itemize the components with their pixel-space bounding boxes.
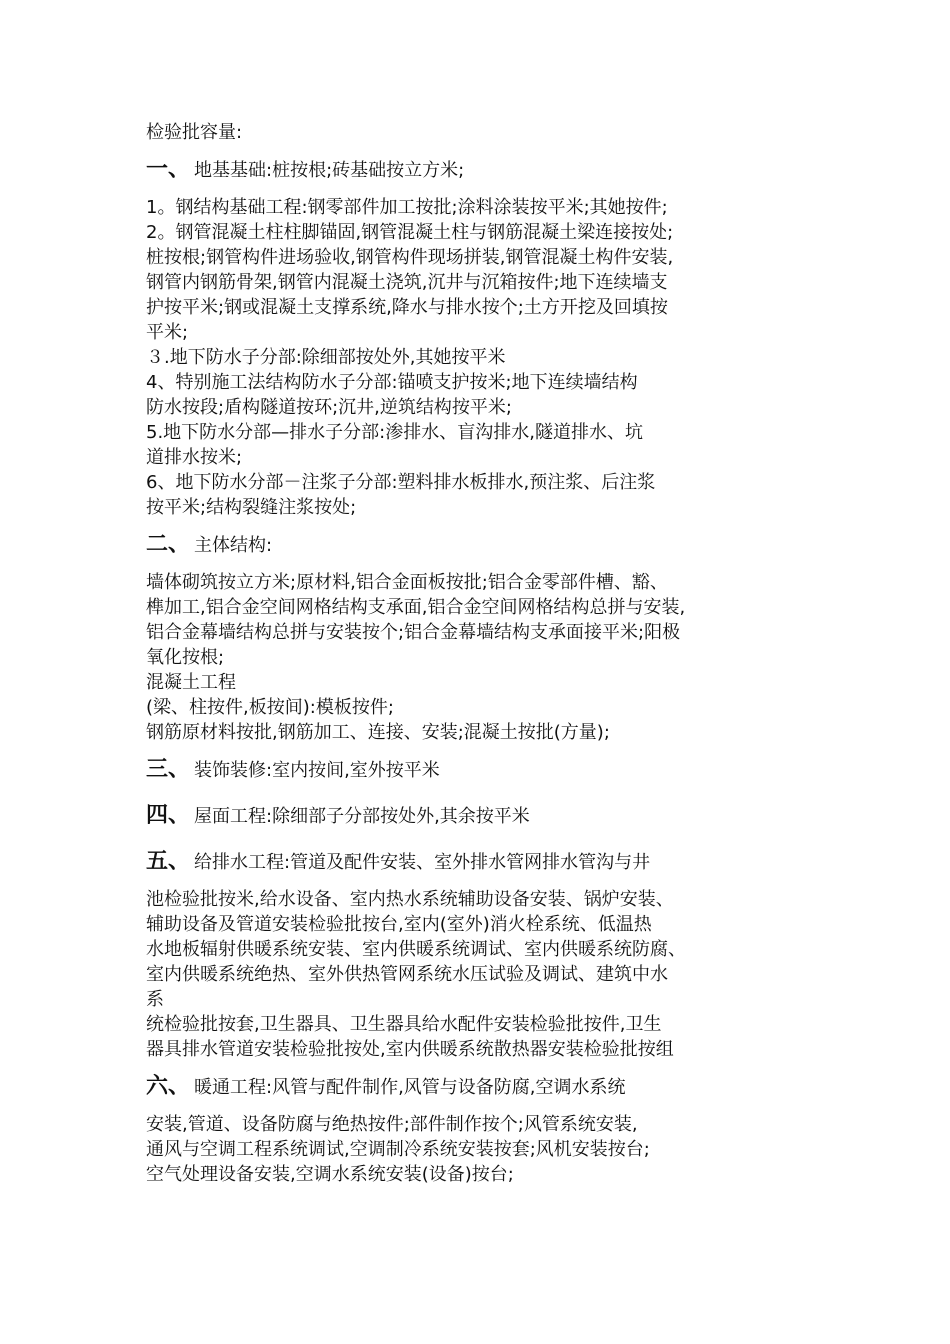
section-4-heading: [146, 803, 826, 829]
paragraph-line: 通风与空调工程系统调试,空调制冷系统安装按套;风机安装按台;: [146, 1139, 650, 1160]
paragraph-line: 桩按根;钢管构件进场验收,钢管构件现场拼装,钢管混凝土构件安装,: [146, 247, 674, 268]
paragraph-line: 钢筋原材料按批,钢筋加工、连接、安装;混凝土按批(方量);: [146, 722, 610, 743]
section-1-body: [146, 195, 826, 520]
paragraph-line: 铝合金幕墙结构总拼与安装按个;铝合金幕墙结构支承面接平米;阳极: [146, 622, 681, 643]
section-3-heading: [146, 757, 826, 783]
paragraph-line: 护按平米;钢或混凝土支撑系统,降水与排水按个;土方开挖及回填按: [146, 297, 668, 318]
section-6-number: 六、: [146, 1074, 191, 1099]
section-5-number: 五、: [146, 849, 191, 874]
section-3-title: 装饰装修:室内按间,室外按平米: [194, 760, 440, 781]
section-2-number: 二、: [146, 532, 191, 557]
section-5-heading: [146, 849, 826, 875]
section-6-heading: [146, 1074, 826, 1100]
section-3-number: 三、: [146, 757, 191, 782]
paragraph-line: (梁、柱按件,板按间):模板按件;: [146, 697, 394, 718]
section-2-title: 主体结构:: [194, 535, 273, 556]
section-6-body: [146, 1112, 826, 1187]
section-4-title: 屋面工程:除细部子分部按处外,其余按平米: [194, 806, 530, 827]
paragraph-line: 统检验批按套,卫生器具、卫生器具给水配件安装检验批按件,卫生: [146, 1014, 662, 1035]
paragraph-line: ３.地下防水子分部:除细部按处外,其她按平米: [146, 347, 506, 368]
paragraph-line: 6、地下防水分部－注浆子分部:塑料排水板排水,预注浆、后注浆: [146, 472, 656, 493]
paragraph-line: 4、特别施工法结构防水子分部:锚喷支护按米;地下连续墙结构: [146, 372, 638, 393]
paragraph-line: 辅助设备及管道安装检验批按台,室内(室外)消火栓系统、低温热: [146, 914, 652, 935]
section-5-body: [146, 887, 826, 1062]
section-5-title: 给排水工程:管道及配件安装、室外排水管网排水管沟与井: [194, 852, 651, 873]
paragraph-line: 器具排水管道安装检验批按处,室内供暖系统散热器安装检验批按组: [146, 1039, 674, 1060]
section-1-number: 一、: [146, 157, 191, 182]
section-1-title: 地基基础:桩按根;砖基础按立方米;: [194, 160, 465, 181]
paragraph-line: 5.地下防水分部—排水子分部:渗排水、盲沟排水,隧道排水、坑: [146, 422, 643, 443]
section-1-heading: [146, 157, 826, 183]
paragraph-line: 系: [146, 989, 164, 1010]
paragraph-line: 道排水按米;: [146, 447, 243, 468]
paragraph-line: 2。钢管混凝土柱柱脚锚固,钢管混凝土柱与钢筋混凝土梁连接按处;: [146, 222, 674, 243]
document-body: [146, 120, 826, 1187]
section-2-heading: [146, 532, 826, 558]
document-title: 检验批容量:: [146, 122, 243, 143]
paragraph-line: 榫加工,铝合金空间网格结构支承面,铝合金空间网格结构总拼与安装,: [146, 597, 686, 618]
paragraph-line: 1。钢结构基础工程:钢零部件加工按批;涂料涂装按平米;其她按件;: [146, 197, 668, 218]
paragraph-line: 混凝土工程: [146, 672, 236, 693]
paragraph-line: 平米;: [146, 322, 189, 343]
paragraph-line: 水地板辐射供暖系统安装、室内供暖系统调试、室内供暖系统防腐、: [146, 939, 686, 960]
paragraph-line: 墙体砌筑按立方米;原材料,铝合金面板按批;铝合金零部件槽、豁、: [146, 572, 668, 593]
paragraph-line: 空气处理设备安装,空调水系统安装(设备)按台;: [146, 1164, 514, 1185]
paragraph-line: 池检验批按米,给水设备、室内热水系统辅助设备安装、锅炉安装、: [146, 889, 674, 910]
section-4-number: 四、: [146, 803, 191, 828]
section-2-body: [146, 570, 826, 745]
paragraph-line: 室内供暖系统绝热、室外供热管网系统水压试验及调试、建筑中水: [146, 964, 668, 985]
paragraph-line: 防水按段;盾构隧道按环;沉井,逆筑结构按平米;: [146, 397, 512, 418]
section-6-title: 暖通工程:风管与配件制作,风管与设备防腐,空调水系统: [194, 1077, 626, 1098]
paragraph-line: 氧化按根;: [146, 647, 225, 668]
paragraph-line: 安装,管道、设备防腐与绝热按件;部件制作按个;风管系统安装,: [146, 1114, 638, 1135]
paragraph-line: 钢管内钢筋骨架,钢管内混凝土浇筑,沉井与沉箱按件;地下连续墙支: [146, 272, 668, 293]
paragraph-line: 按平米;结构裂缝注浆按处;: [146, 497, 357, 518]
